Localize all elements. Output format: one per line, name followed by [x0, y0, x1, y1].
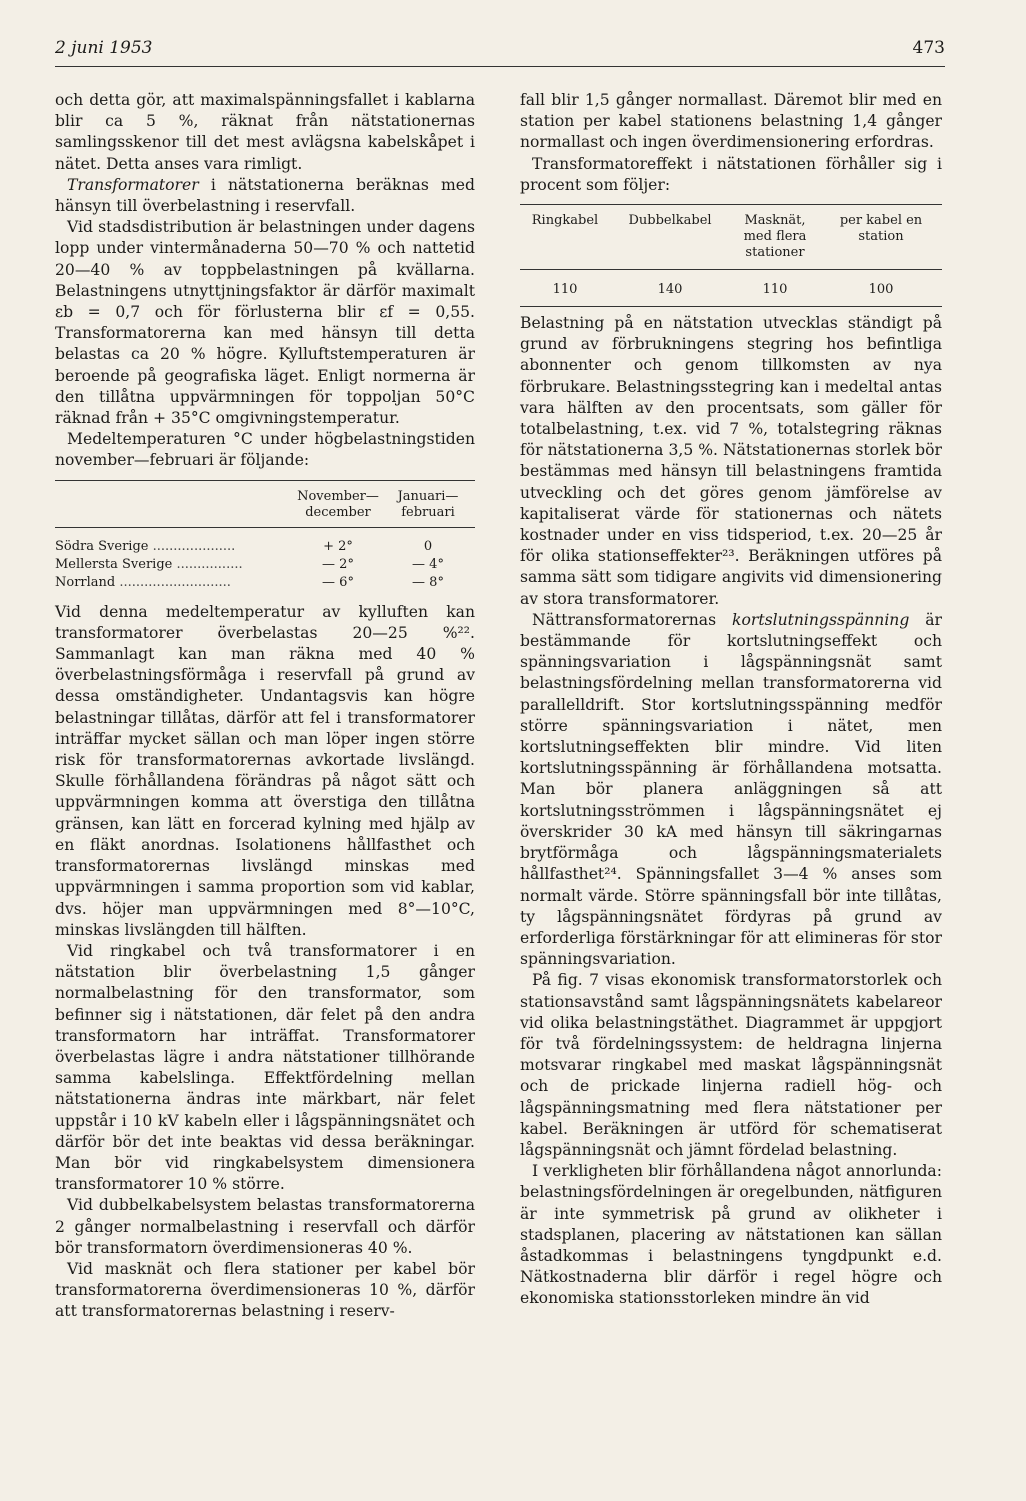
column-header: Dubbelkabel — [628, 213, 712, 229]
paragraph-text: är bestämmande för kortslutningseffekt och spänningsvariation i lågspänningsnät samt belastningsfördelning mellan transformatorerna vid parallelldrift. Stor kortslutningsspänning medför större spänningsvariation i nätet, men kortslutningseffekten blir mindre. Vid liten kortslutningsspänning är förhållandena motsatta. Man bör planera anläggningen så att kortslutningsströmmen i lågspänningsnätet ej överskrider 30 kA med hänsyn till säkringarnas brytförmåga och lågspänningsmaterialets hållfasthet²⁴. Spänningsfallet 3—4 % anses som normalt värde. Större spänningsfall bör inte tillåtas, ty lågspänningsnätet fördyras på grund av erforderliga förstärkningar för att elimineras för stor spänningsvariation. — [520, 610, 942, 969]
leader-dots: ................ — [172, 556, 243, 572]
value-cell: + 2° — [323, 538, 353, 554]
paragraph: I verkligheten blir förhållandena något annorlunda: belastningsfördelningen är oregelbunden, nätfiguren är inte symmetrisk på grund av olikheter i stadsplanen, placering av nätstationen kan sällan åstadkommas i belastningens tyngdpunkt e.d. Nätkostnaderna blir därför i regel högre och ekonomiska stationsstorleken mindre än vid — [520, 1162, 942, 1308]
value-cell: 110 — [552, 282, 578, 298]
emphasis: Transformatorer — [67, 175, 199, 194]
page-number: 473 — [912, 38, 945, 58]
paragraph-text: i nätstationerna beräknas med hänsyn till överbelastning i reservfall. — [55, 175, 475, 216]
paragraph — [55, 175, 475, 217]
right-column — [520, 90, 942, 1310]
paragraph: Transformatoreffekt i nätstationen förhåller sig i procent som följer: — [520, 154, 942, 194]
value-cell: — 6° — [322, 574, 354, 590]
value-cell: — 8° — [412, 574, 444, 590]
paragraph: Vid stadsdistribution är belastningen under dagens lopp under vintermånaderna 50—70 % och nattetid 20—40 % av toppbelastningen på kvällarna. Belastningens utnyttjningsfaktor är därför maximalt εb = 0,7 och för förlusterna blir εf = 0,55. Transformatorerna kan med hänsyn till detta belastas ca 20 % högre. Kylluftstemperaturen är beroende på geografiska läget. Enligt normerna är den tillåtna uppvärmningen för toppoljan 50°C räknad från + 35°C omgivningstemperatur. — [55, 218, 475, 428]
paragraph: Vid masknät och flera stationer per kabel bör transformatorerna överdimensioneras 10 %, därför att transformatorernas belastning i reserv- — [55, 1259, 475, 1321]
left-column — [55, 90, 475, 1323]
table-row — [55, 538, 475, 556]
emphasis: kortslutningsspänning — [732, 610, 910, 629]
region-cell: Norrland — [55, 574, 116, 590]
value-cell: 100 — [868, 282, 894, 298]
paragraph: Vid dubbelkabelsystem belastas transformatorerna 2 gånger normalbelastning i reservfall och därför bör transformatorn överdimensioneras 40 %. — [55, 1196, 475, 1257]
value-cell: 0 — [423, 538, 433, 554]
page-date: 2 juni 1953 — [55, 38, 153, 58]
paragraph: Vid ringkabel och två transformatorer i en nätstation blir överbelastning 1,5 gånger normalbelastning för den transformator, som befinner sig i nätstationen, där felet på den andra transformatorn har inträffat. Transformatorer överbelastas lägre i andra nätstationer tillhörande samma kabelslinga. Effektfördelning mellan nätstationerna ändras inte märkbart, när felet uppstår i 10 kV kabeln eller i lågspänningsnätet och därför bör det inte beaktas vid dessa beräkningar. Man bör vid ringkabelsystem dimensionera transformatorer 10 % större. — [55, 941, 475, 1194]
region-cell: Södra Sverige — [55, 538, 149, 554]
table-row — [55, 574, 475, 592]
page-header — [55, 38, 945, 62]
paragraph: På fig. 7 visas ekonomisk transformatorstorlek och stationsavstånd samt lågspänningsnätets kabelareor vid olika belastningstäthet. Diagrammet är uppgjort för två fördelningssystem: de heldragna linjerna motsvarar ringkabel med maskat lågspänningsnät och de prickade linjerna radiell hög- och lågspänningsmatning med flera nätstationer per kabel. Beräkningen är utförd för schematiserat lågspänningsnät och jämnt fördelad belastning. — [520, 971, 942, 1159]
value-cell: — 2° — [322, 556, 354, 572]
column-header: Januari—februari — [397, 488, 459, 520]
value-cell: — 4° — [412, 556, 444, 572]
column-header: per kabel en station — [839, 213, 923, 245]
table-body — [55, 528, 475, 596]
leader-dots: .................... — [148, 538, 236, 554]
column-header: Masknät, med flera stationer — [743, 213, 807, 261]
temperature-table — [55, 480, 475, 596]
table-header — [520, 205, 942, 269]
header-rule — [55, 66, 945, 67]
paragraph: Belastning på en nätstation utvecklas ständigt på grund av förbrukningens stegring hos befintliga abonnenter och genom tillkomsten av nya förbrukare. Belastningsstegring kan i medeltal antas vara hälften av den procentsats, som gäller för totalbelastning, t.ex. vid 7 %, totalstegring räknas för nätstationerna 3,5 %. Nätstationernas storlek bör bestämmas med hänsyn till belastningens framtida utveckling och det göres genom jämförelse av kapitaliserat värde för stationernas och nätets kostnader under en viss tidsperiod, t.ex. 20—25 år för olika stationseffekter²³. Beräkningen utföres på samma sätt som tidigare angivits vid dimensionering av stora transformatorer. — [520, 314, 942, 608]
paragraph: Medeltemperaturen °C under högbelastningstiden november—februari är följande: — [55, 430, 475, 470]
paragraph: Vid denna medeltemperatur av kylluften kan transformatorer överbelastas 20—25 %²². Sammanlagt kan man räkna med 40 % överbelastningsförmåga i reservfall på grund av dessa omständigheter. Undantagsvis kan högre belastningar tillåtas, därför att fel i transformatorer inträffar mycket sällan och man löper ingen större risk för transformatorernas avkortade livslängd. Skulle förhållandena förändras på något sätt och uppvärmningen komma att överstiga den tillåtna gränsen, kan lätt en forcerad kylning med hjälp av en fläkt anordnas. Isolationens hållfasthet och transformatorernas livslängd minskas med uppvärmningen i samma proportion som vid kablar, dvs. höjer man uppvärmningen med 8°—10°C, minskas livslängden till hälften. — [55, 602, 475, 939]
paragraph: fall blir 1,5 gånger normallast. Däremot blir med en station per kabel stationens belastning 1,4 gånger normallast och ingen överdimensionering erfordras. — [520, 91, 942, 152]
leader-dots: ........................... — [115, 574, 231, 590]
table-rule — [520, 306, 942, 307]
effect-table — [520, 204, 942, 307]
column-header: Ringkabel — [531, 213, 599, 229]
table-row — [55, 556, 475, 574]
paragraph — [520, 610, 942, 970]
value-cell: 110 — [762, 282, 788, 298]
paragraph: och detta gör, att maximalspänningsfallet i kablarna blir ca 5 %, räknat från nätstationernas samlingsskenor till det mest avlägsna kabelskåpet i nätet. Detta anses vara rimligt. — [55, 91, 475, 173]
column-header: November—december — [297, 488, 379, 520]
table-row — [520, 270, 942, 306]
table-header — [55, 481, 475, 527]
paragraph-text: Nättransformatorernas — [532, 610, 733, 629]
value-cell: 140 — [657, 282, 683, 298]
region-cell: Mellersta Sverige — [55, 556, 173, 572]
